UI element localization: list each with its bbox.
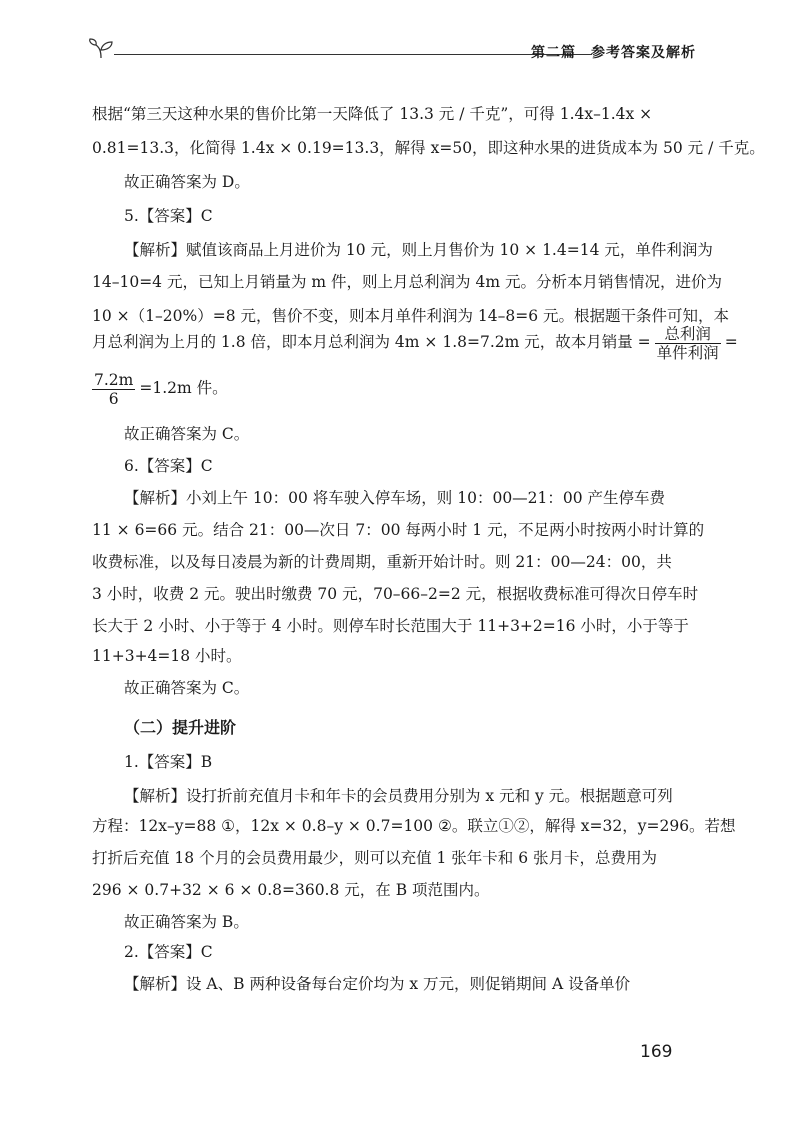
text-line: 0.81=13.3，化简得 1.4x × 0.19=13.3，解得 x=50，即这种水果的进货成本为 50 元 / 千克。 [92,139,765,157]
answer-heading: 2.【答案】C [124,943,213,961]
section-title: 第二篇 参考答案及解析 [531,45,696,61]
text-line: 根据“第三天这种水果的售价比第一天降低了 13.3 元 / 千克”，可得 1.4x–1.4x × [92,105,653,123]
answer-conclusion: 故正确答案为 C。 [124,679,250,697]
fraction-numerator: 总利润 [655,325,721,344]
text-line-with-fraction [92,324,738,362]
header-rule [114,54,592,55]
section-heading: （二）提升进阶 [124,718,237,737]
text-segment: =1.2m 件。 [139,379,228,397]
text-line: 打折后充值 18 个月的会员费用最少，则可以充值 1 张年卡和 6 张月卡，总费用为 [92,849,658,867]
answer-conclusion: 故正确答案为 B。 [124,913,249,931]
text-line: 10 ×（1–20%）=8 元，售价不变，则本月单件利润为 14–8=6 元。根据题干条件可知，本 [92,307,730,325]
text-segment: 月总利润为上月的 1.8 倍，即本月总利润为 4m × 1.8=7.2m 元，故本月销量 = [92,333,651,351]
answer-heading: 6.【答案】C [124,457,213,475]
fraction-denominator: 单件利润 [656,343,719,362]
text-line-with-fraction [92,370,694,408]
page-number: 169 [640,1042,673,1062]
answer-heading: 5.【答案】C [124,207,213,225]
answer-conclusion: 故正确答案为 C。 [124,425,250,443]
text-line: 收费标准，以及每日凌晨为新的计费周期，重新开始计时。则 21：00—24：00，共 [92,553,672,571]
text-line: 11 × 6=66 元。结合 21：00—次日 7：00 每两小时 1 元，不足两小时按两小时计算的 [92,521,705,539]
fraction [655,325,721,362]
analysis-line: 【解析】设 A、B 两种设备每台定价均为 x 万元，则促销期间 A 设备单价 [124,975,631,993]
text-segment: = [724,333,738,351]
answer-conclusion: 故正确答案为 D。 [124,173,250,191]
fraction-denominator: 6 [108,389,119,408]
fraction-numerator: 7.2m [94,370,134,389]
text-line: 3 小时，收费 2 元。驶出时缴费 70 元，70–66–2=2 元，根据收费标准可得次日停车时 [92,585,699,603]
page-header [88,34,700,64]
analysis-line: 【解析】赋值该商品上月进价为 10 元，则上月售价为 10 × 1.4=14 元，单件利润为 [124,241,713,259]
sprout-icon [88,38,114,60]
text-line: 长大于 2 小时、小于等于 4 小时。则停车时长范围大于 11+3+2=16 小时，小于等于 [92,617,689,635]
text-line: 方程：12x–y=88 ①，12x × 0.8–y × 0.7=100 ②。联立①②，解得 x=32，y=296。若想 [92,817,736,835]
text-line: 11+3+4=18 小时。 [92,647,242,665]
answer-heading: 1.【答案】B [124,753,213,771]
text-line: 296 × 0.7+32 × 6 × 0.8=360.8 元，在 B 项范围内。 [92,881,490,899]
fraction [92,371,135,408]
analysis-line: 【解析】设打折前充值月卡和年卡的会员费用分别为 x 元和 y 元。根据题意可列 [124,787,673,805]
analysis-line: 【解析】小刘上午 10：00 将车驶入停车场，则 10：00—21：00 产生停车费 [124,489,666,507]
text-line: 14–10=4 元，已知上月销量为 m 件，则上月总利润为 4m 元。分析本月销售情况，进价为 [92,273,722,291]
